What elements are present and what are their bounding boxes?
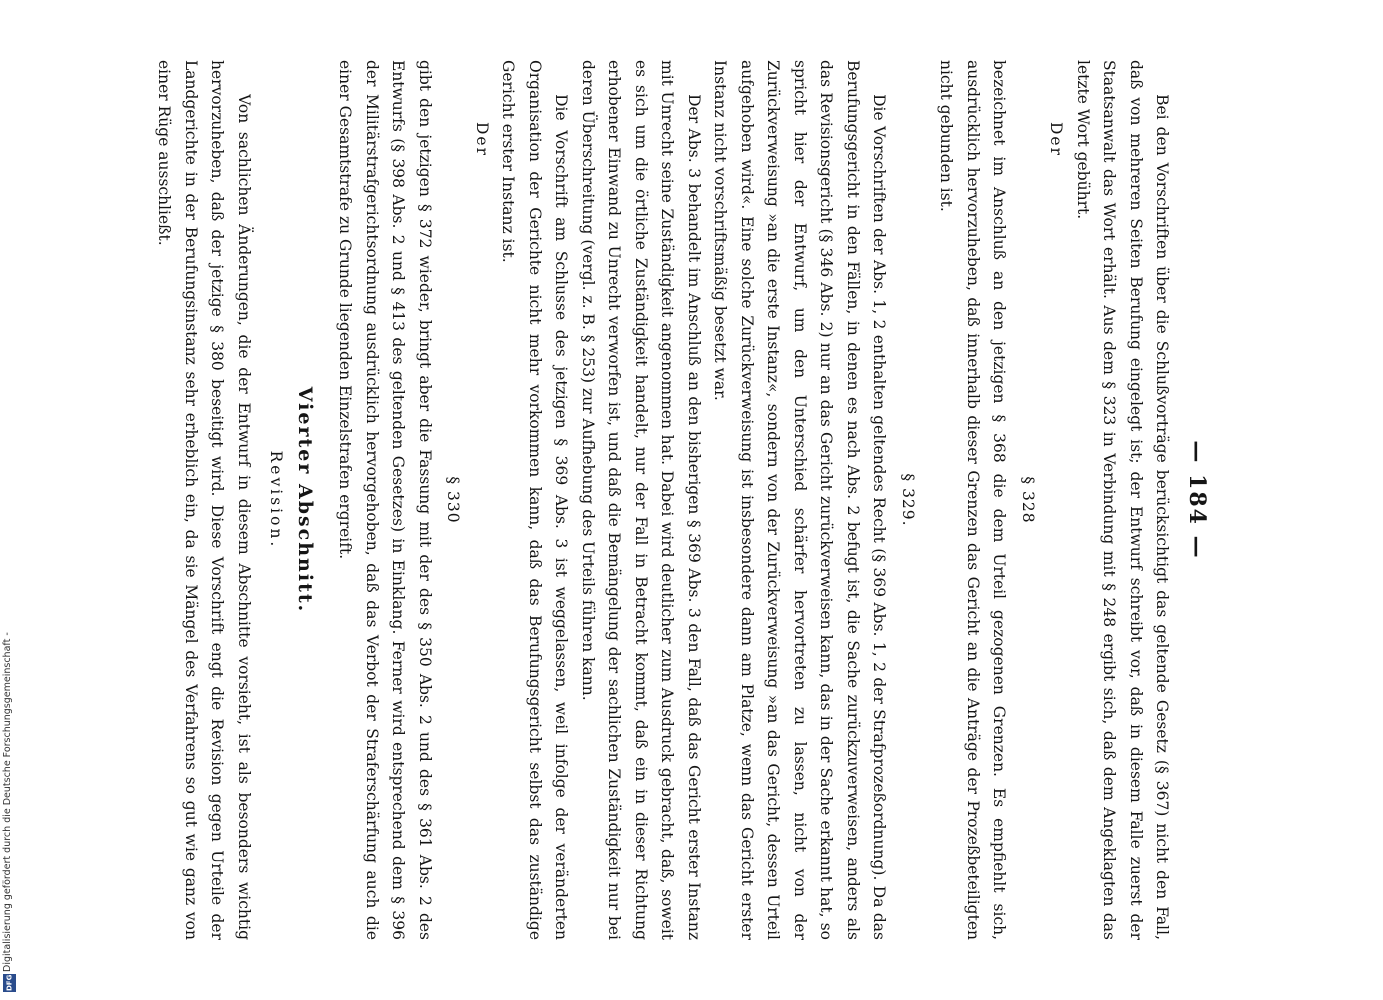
chapter-heading: Vierter Abschnitt. bbox=[294, 386, 316, 614]
paragraph-329-c: Die Vorschrift am Schlusse des jetzigen § 369 Abs. 3 ist weggelassen, weil infolge der veränderten Organisation der Gerichte nicht mehr vorkommen kann, daß das Berufungsgericht selbst das zuständige Gericht erster Instanz ist. bbox=[499, 60, 571, 940]
paragraph-330: gibt den jetzigen § 372 wieder, bringt aber die Fassung mit der des § 350 Abs. 2 und des § 361 Abs. 2 des Entwurfs (§ 398 Abs. 2 und § 413 des geltenden Gesetzes) in Einklang. Ferner wird entsprechend dem § 396 der Militärstrafgerichtsordnung ausdrücklich hervorgehoben, daß das Verbot der Straferschärfung auch die einer Gesamtstrafe zu Grunde liegenden Einzelstrafen ergreift. bbox=[336, 60, 434, 940]
der-label: Der bbox=[1047, 122, 1066, 158]
digitization-credit-text: Digitalisierung gefördert durch die Deutsche Forschungsgemeinschaft - bbox=[2, 632, 13, 972]
section-heading-328: § 328 bbox=[1019, 476, 1037, 524]
digitization-margin bbox=[2, 0, 16, 1000]
paragraph-revision: Von sachlichen Änderungen, die der Entwurf in diesem Abschnitte vorsieht, ist als besonders wichtig hervorzuheben, daß der jetzige § 380 beseitigt wird. Diese Vorschrift engt die Revision gegen Urteile der Landgerichte in der Berufungsinstanz sehr erheblich ein, da sie Mängel des Verfahrens so gut wie ganz von einer Rüge ausschließt. bbox=[155, 60, 253, 940]
page-number: — 184 — bbox=[1184, 440, 1210, 560]
section-heading-330: § 330 bbox=[444, 476, 463, 524]
dfg-logo: DFG bbox=[3, 974, 16, 992]
paragraph-schlussvortraege: Bei den Vorschriften über die Schlußvorträge berücksichtigt das geltende Gesetz (§ 367) nicht den Fall, daß von mehreren Seiten Berufung eingelegt ist; der Entwurf schreibt vor, daß in diesem Falle zuerst der Staatsanwalt das Wort erhält. Aus dem § 323 in Verbindung mit § 248 ergibt sich, daß dem Angeklagten das letzte Wort gebührt. bbox=[1074, 60, 1172, 940]
paragraph-329-a: Die Vorschriften der Abs. 1, 2 enthalten geltendes Recht (§ 369 Abs. 1, 2 der Strafprozeßordnung). Da das Berufungsgericht in den Fällen, in denen es nach Abs. 2 befugt ist, die Sache zurückzuverweisen, anders als das Revisionsgericht (§ 346 Abs. 2) nur an das Gericht zurückverweisen kann, das in der Sache erkannt hat, so spricht hier der Entwurf, um den Unterschied schärfer hervortreten zu lassen, nicht von der Zurückverweisung »an die erste Instanz«, sondern von der Zurückverweisung »an das Gericht, dessen Urteil aufgehoben wird«. Eine solche Zurückverweisung ist insbesondere dann am Platze, wenn das Gericht erster Instanz nicht vorschriftsmäßig besetzt war. bbox=[711, 60, 889, 940]
document-page bbox=[110, 0, 1250, 1000]
paragraph-328: bezeichnet im Anschluß an den jetzigen § 368 die dem Urteil gezogenen Grenzen. Es empfiehlt sich, ausdrücklich hervorzuheben, daß innerhalb dieser Grenzen das Gericht an die Anträge der Prozeßbeteiligten nicht gebunden ist. bbox=[937, 60, 1009, 940]
chapter-subheading: Revision. bbox=[267, 450, 286, 550]
der-label: Der bbox=[473, 122, 491, 158]
paragraph-329-b: Der Abs. 3 behandelt im Anschluß an den bisherigen § 369 Abs. 3 den Fall, daß das Gericht erster Instanz mit Unrecht seine Zuständigkeit angenommen hat. Dabei wird deutlicher zum Ausdruck gebracht, daß, soweit es sich um die örtliche Zuständigkeit handelt, nur der Fall in Betracht kommt, daß ein in dieser Richtung erhobener Einwand zu Unrecht verworfen ist, und daß die Bemängelung der sachlichen Zuständigkeit nur bei deren Überschreitung (vergl. z. B. § 253) zur Aufhebung des Urteils führen kann. bbox=[579, 60, 703, 940]
section-heading-329: § 329. bbox=[899, 473, 917, 527]
